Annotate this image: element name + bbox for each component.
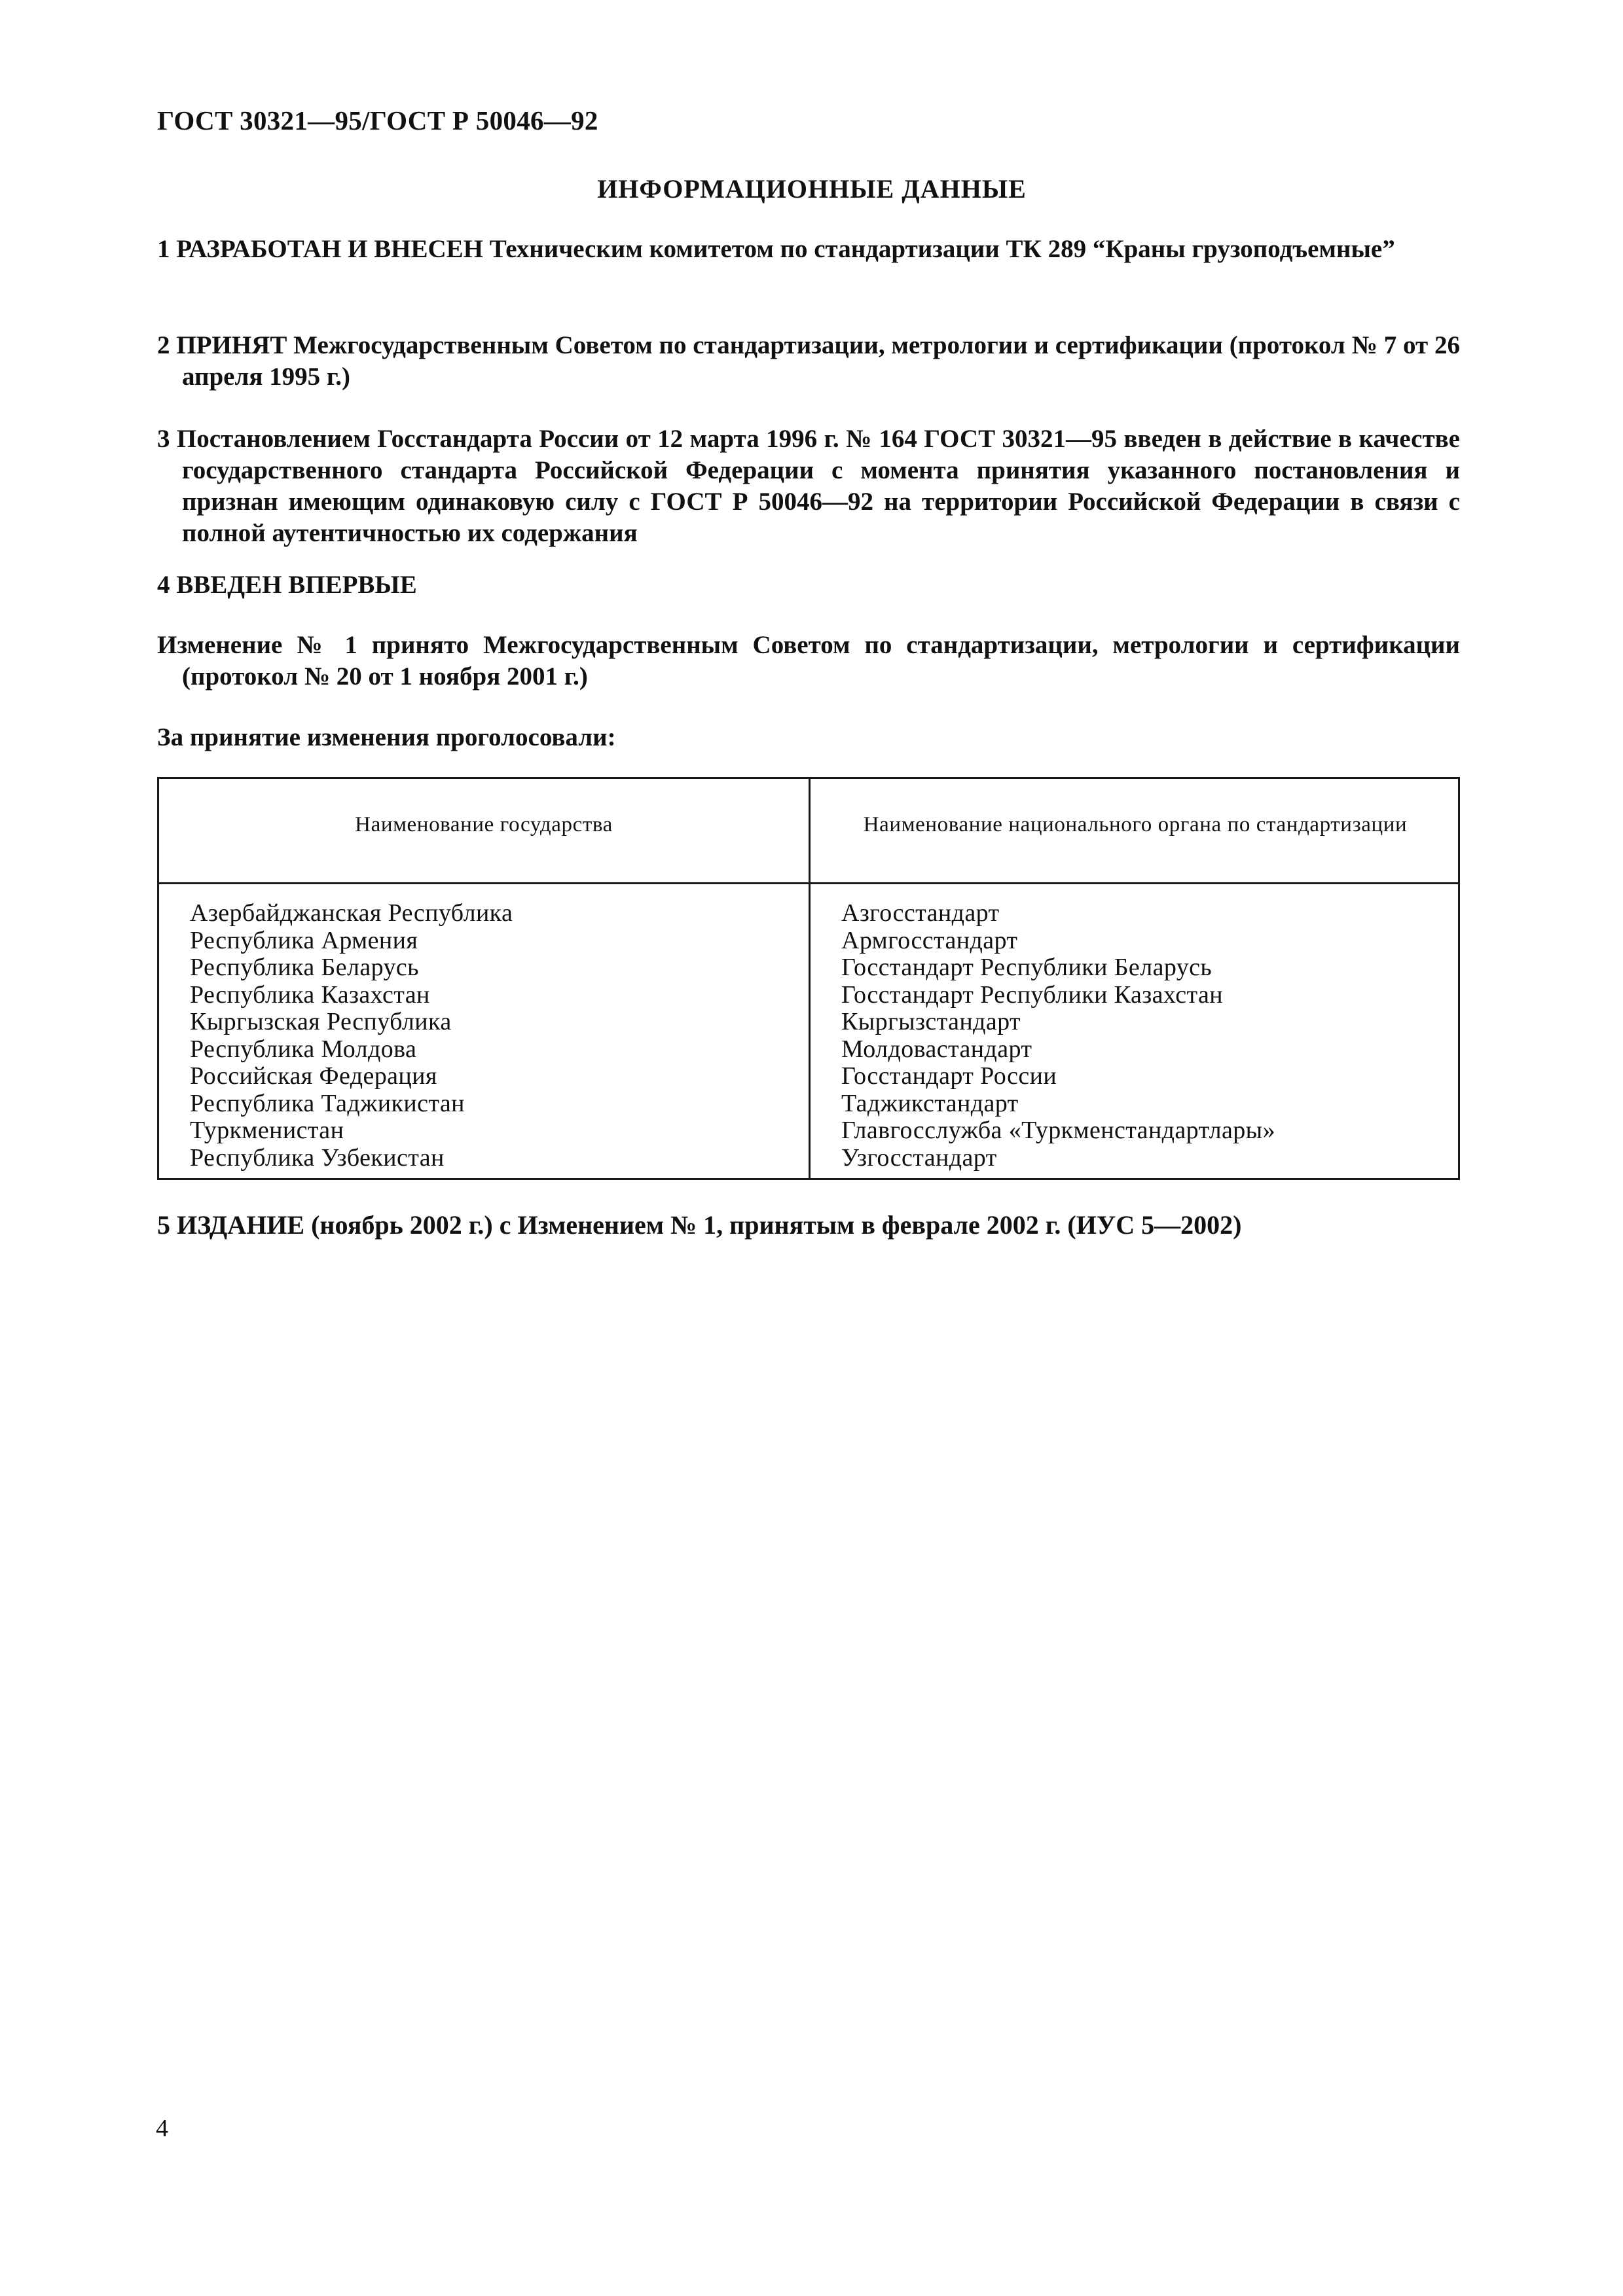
info-item-3-lead: 3 (157, 425, 170, 453)
change-note (157, 630, 1460, 692)
table-row-body: Армгосстандарт (841, 926, 1018, 954)
table-row-state: Российская Федерация (190, 1062, 437, 1090)
vote-title: За принятие изменения проголосовали: (157, 723, 616, 751)
table-header-state: Наименование государства (355, 813, 613, 836)
info-item-2-lead: 2 ПРИНЯТ (157, 331, 287, 359)
table-row-body: Азгосстандарт (841, 899, 1000, 927)
info-item-2 (157, 330, 1460, 393)
state-list (190, 900, 513, 1172)
table-row-state: Республика Таджикистан (190, 1089, 465, 1117)
page-number: 4 (156, 2115, 168, 2142)
table-row-state: Кыргызская Республика (190, 1008, 452, 1035)
info-item-1 (157, 234, 1460, 265)
info-item-4 (157, 569, 1460, 601)
table-row-state: Туркменистан (190, 1117, 344, 1144)
table-header-divider (159, 882, 1458, 884)
table-header-body: Наименование национального органа по стандартизации (863, 813, 1408, 836)
table-row-body: Таджикстандарт (841, 1089, 1019, 1117)
table-row-state: Республика Казахстан (190, 980, 430, 1009)
table-row-body: Молдовастандарт (841, 1035, 1032, 1063)
table-row-body: Узгосстандарт (841, 1143, 997, 1172)
info-item-4-lead: 4 ВВЕДЕН ВПЕРВЫЕ (157, 571, 417, 599)
change-note-text: принято Межгосударственным Советом по стандартизации, метрологии и сертификации (протокол № 20 от 1 ноября 2001 г.) (182, 631, 1461, 691)
table-row-body: Госстандарт Республики Казахстан (841, 980, 1223, 1009)
voting-table (157, 777, 1460, 1180)
table-row-state: Республика Узбекистан (190, 1143, 445, 1172)
standard-code-header: ГОСТ 30321—95/ГОСТ Р 50046—92 (157, 105, 598, 135)
edition-note: 5 ИЗДАНИЕ (ноябрь 2002 г.) с Изменением № 1, принятым в феврале 2002 г. (ИУС 5—2002) (157, 1210, 1242, 1240)
info-item-2-text: Межгосударственным Советом по стандартизации, метрологии и сертификации (протокол № 7 от 26 апреля 1995 г.) (182, 331, 1460, 391)
table-row-body: Госстандарт Республики Беларусь (841, 954, 1213, 981)
table-row-state: Азербайджанская Республика (190, 899, 513, 927)
table-row-body: Кыргызстандарт (841, 1008, 1021, 1035)
standards-body-list (841, 900, 1275, 1172)
table-row-body: Главгосслужба «Туркменстандартлары» (841, 1117, 1276, 1144)
table-row-state: Республика Беларусь (190, 954, 419, 981)
table-column-divider (809, 779, 811, 1178)
table-row-state: Республика Армения (190, 926, 418, 954)
info-item-1-lead: 1 РАЗРАБОТАН И ВНЕСЕН (157, 235, 483, 263)
info-item-3-text: Постановлением Госстандарта России от 12 марта 1996 г. № 164 ГОСТ 30321—95 введен в действие в качестве государственного стандарта Российской Федерации с момента принятия указанного постановления и признан имеющим одинаковую силу с ГОСТ Р 50046—92 на территории Российской Федерации в связи с полной аутентичностью их содержания (170, 425, 1460, 547)
info-item-3 (157, 423, 1460, 549)
change-note-lead: Изменение № 1 (157, 631, 357, 659)
section-title: ИНФОРМАЦИОННЫЕ ДАННЫЕ (597, 174, 1027, 204)
info-item-1-text: Техническим комитетом по стандартизации ТК 289 “Краны грузоподъемные” (483, 235, 1395, 263)
table-row-state: Республика Молдова (190, 1035, 417, 1063)
table-row-body: Госстандарт России (841, 1062, 1057, 1090)
